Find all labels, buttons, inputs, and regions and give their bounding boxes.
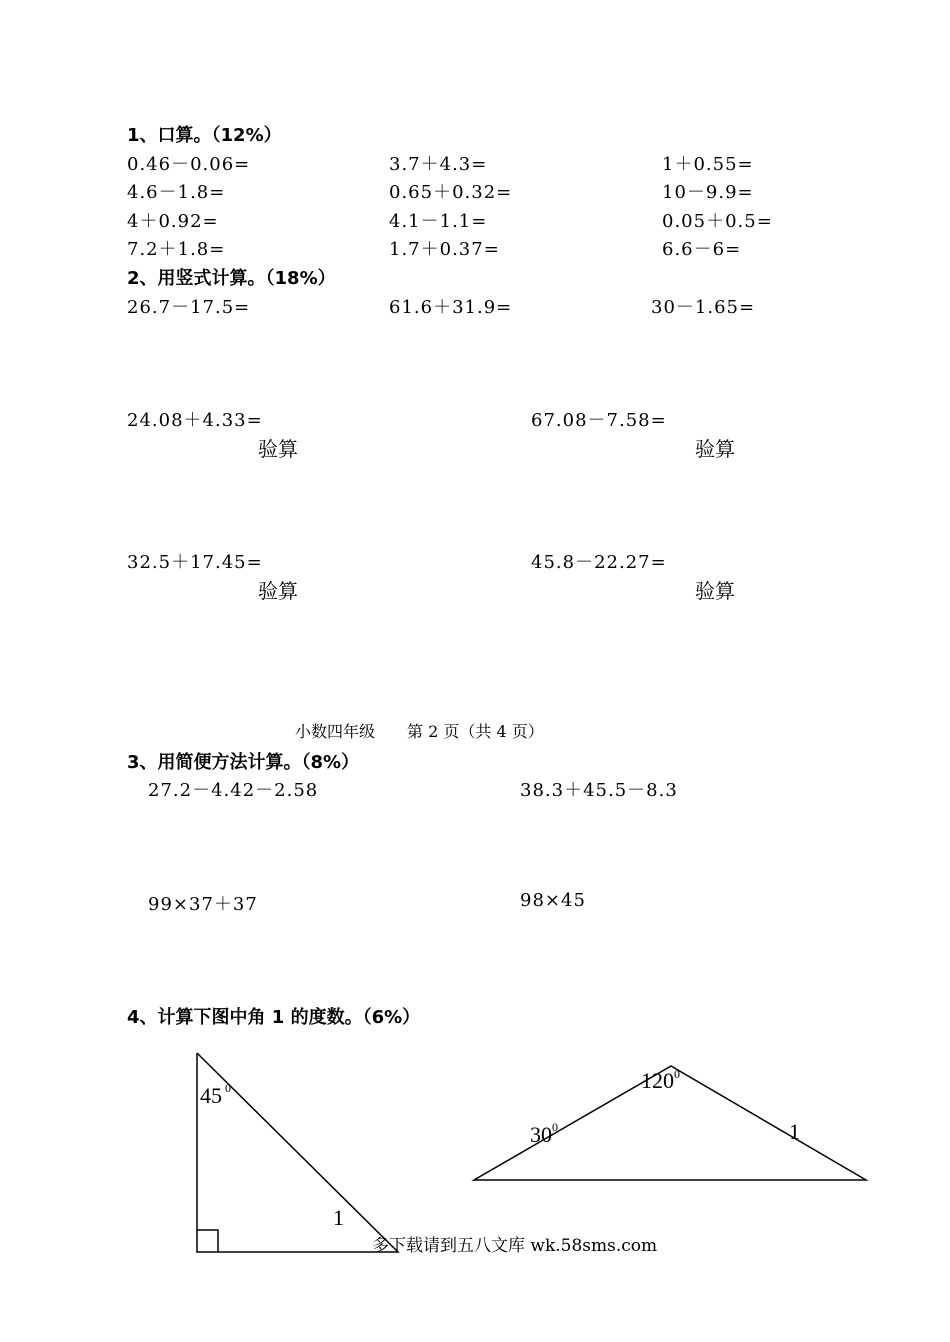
vertical-calc-item: 67.08－7.58=	[531, 410, 667, 431]
simplify-item: 99×37＋37	[148, 894, 258, 915]
vertical-calc-item: 24.08＋4.33=	[127, 410, 263, 431]
angle-120-label: 120	[641, 1068, 674, 1093]
obtuse-triangle-figure	[465, 1055, 875, 1190]
right-triangle-figure	[180, 1040, 420, 1260]
oral-item: 10－9.9=	[662, 182, 754, 203]
oral-item: 0.65＋0.32=	[389, 182, 513, 203]
angle-1-label: 1	[333, 1205, 344, 1230]
vertical-calc-item: 26.7－17.5=	[127, 297, 251, 318]
oral-item: 4.6－1.8=	[127, 182, 226, 203]
vertical-calc-item: 30－1.65=	[651, 297, 756, 318]
simplify-item: 38.3＋45.5－8.3	[520, 780, 678, 801]
vertical-calc-item: 32.5＋17.45=	[127, 552, 263, 573]
oral-item: 7.2＋1.8=	[127, 239, 226, 260]
vertical-calc-item: 61.6＋31.9=	[389, 297, 513, 318]
watermark-text: 多下载请到五八文库 wk.58sms.com	[372, 1236, 658, 1256]
oral-item: 3.7＋4.3=	[389, 154, 488, 175]
check-label: 验算	[258, 579, 298, 603]
angle-45-label: 45	[200, 1083, 222, 1108]
simplify-item: 27.2－4.42－2.58	[148, 780, 319, 801]
section-1-heading: 1、口算。（12%）	[127, 125, 282, 146]
angle-1-label: 1	[789, 1119, 800, 1144]
oral-item: 6.6－6=	[662, 239, 742, 260]
oral-item: 4＋0.92=	[127, 211, 219, 232]
section-2-heading: 2、用竖式计算。（18%）	[127, 268, 336, 289]
check-label: 验算	[695, 579, 735, 603]
degree-sup: 0	[674, 1067, 680, 1081]
section-3-heading: 3、用简便方法计算。（8%）	[127, 752, 360, 773]
section-4-heading: 4、计算下图中角 1 的度数。（6%）	[127, 1007, 421, 1028]
degree-sup: 0	[225, 1081, 231, 1095]
oral-item: 4.1－1.1=	[389, 211, 488, 232]
oral-item: 1＋0.55=	[662, 154, 754, 175]
oral-item: 1.7＋0.37=	[389, 239, 500, 260]
vertical-calc-item: 45.8－22.27=	[531, 552, 667, 573]
check-label: 验算	[695, 437, 735, 461]
page-footer: 小数四年级 第 2 页（共 4 页）	[295, 722, 544, 741]
oral-item: 0.05＋0.5=	[662, 211, 773, 232]
simplify-item: 98×45	[520, 890, 586, 911]
oral-item: 0.46－0.06=	[127, 154, 251, 175]
check-label: 验算	[258, 437, 298, 461]
degree-sup: 0	[552, 1120, 558, 1134]
angle-30-label: 30	[530, 1122, 552, 1147]
right-angle-mark	[197, 1230, 218, 1252]
